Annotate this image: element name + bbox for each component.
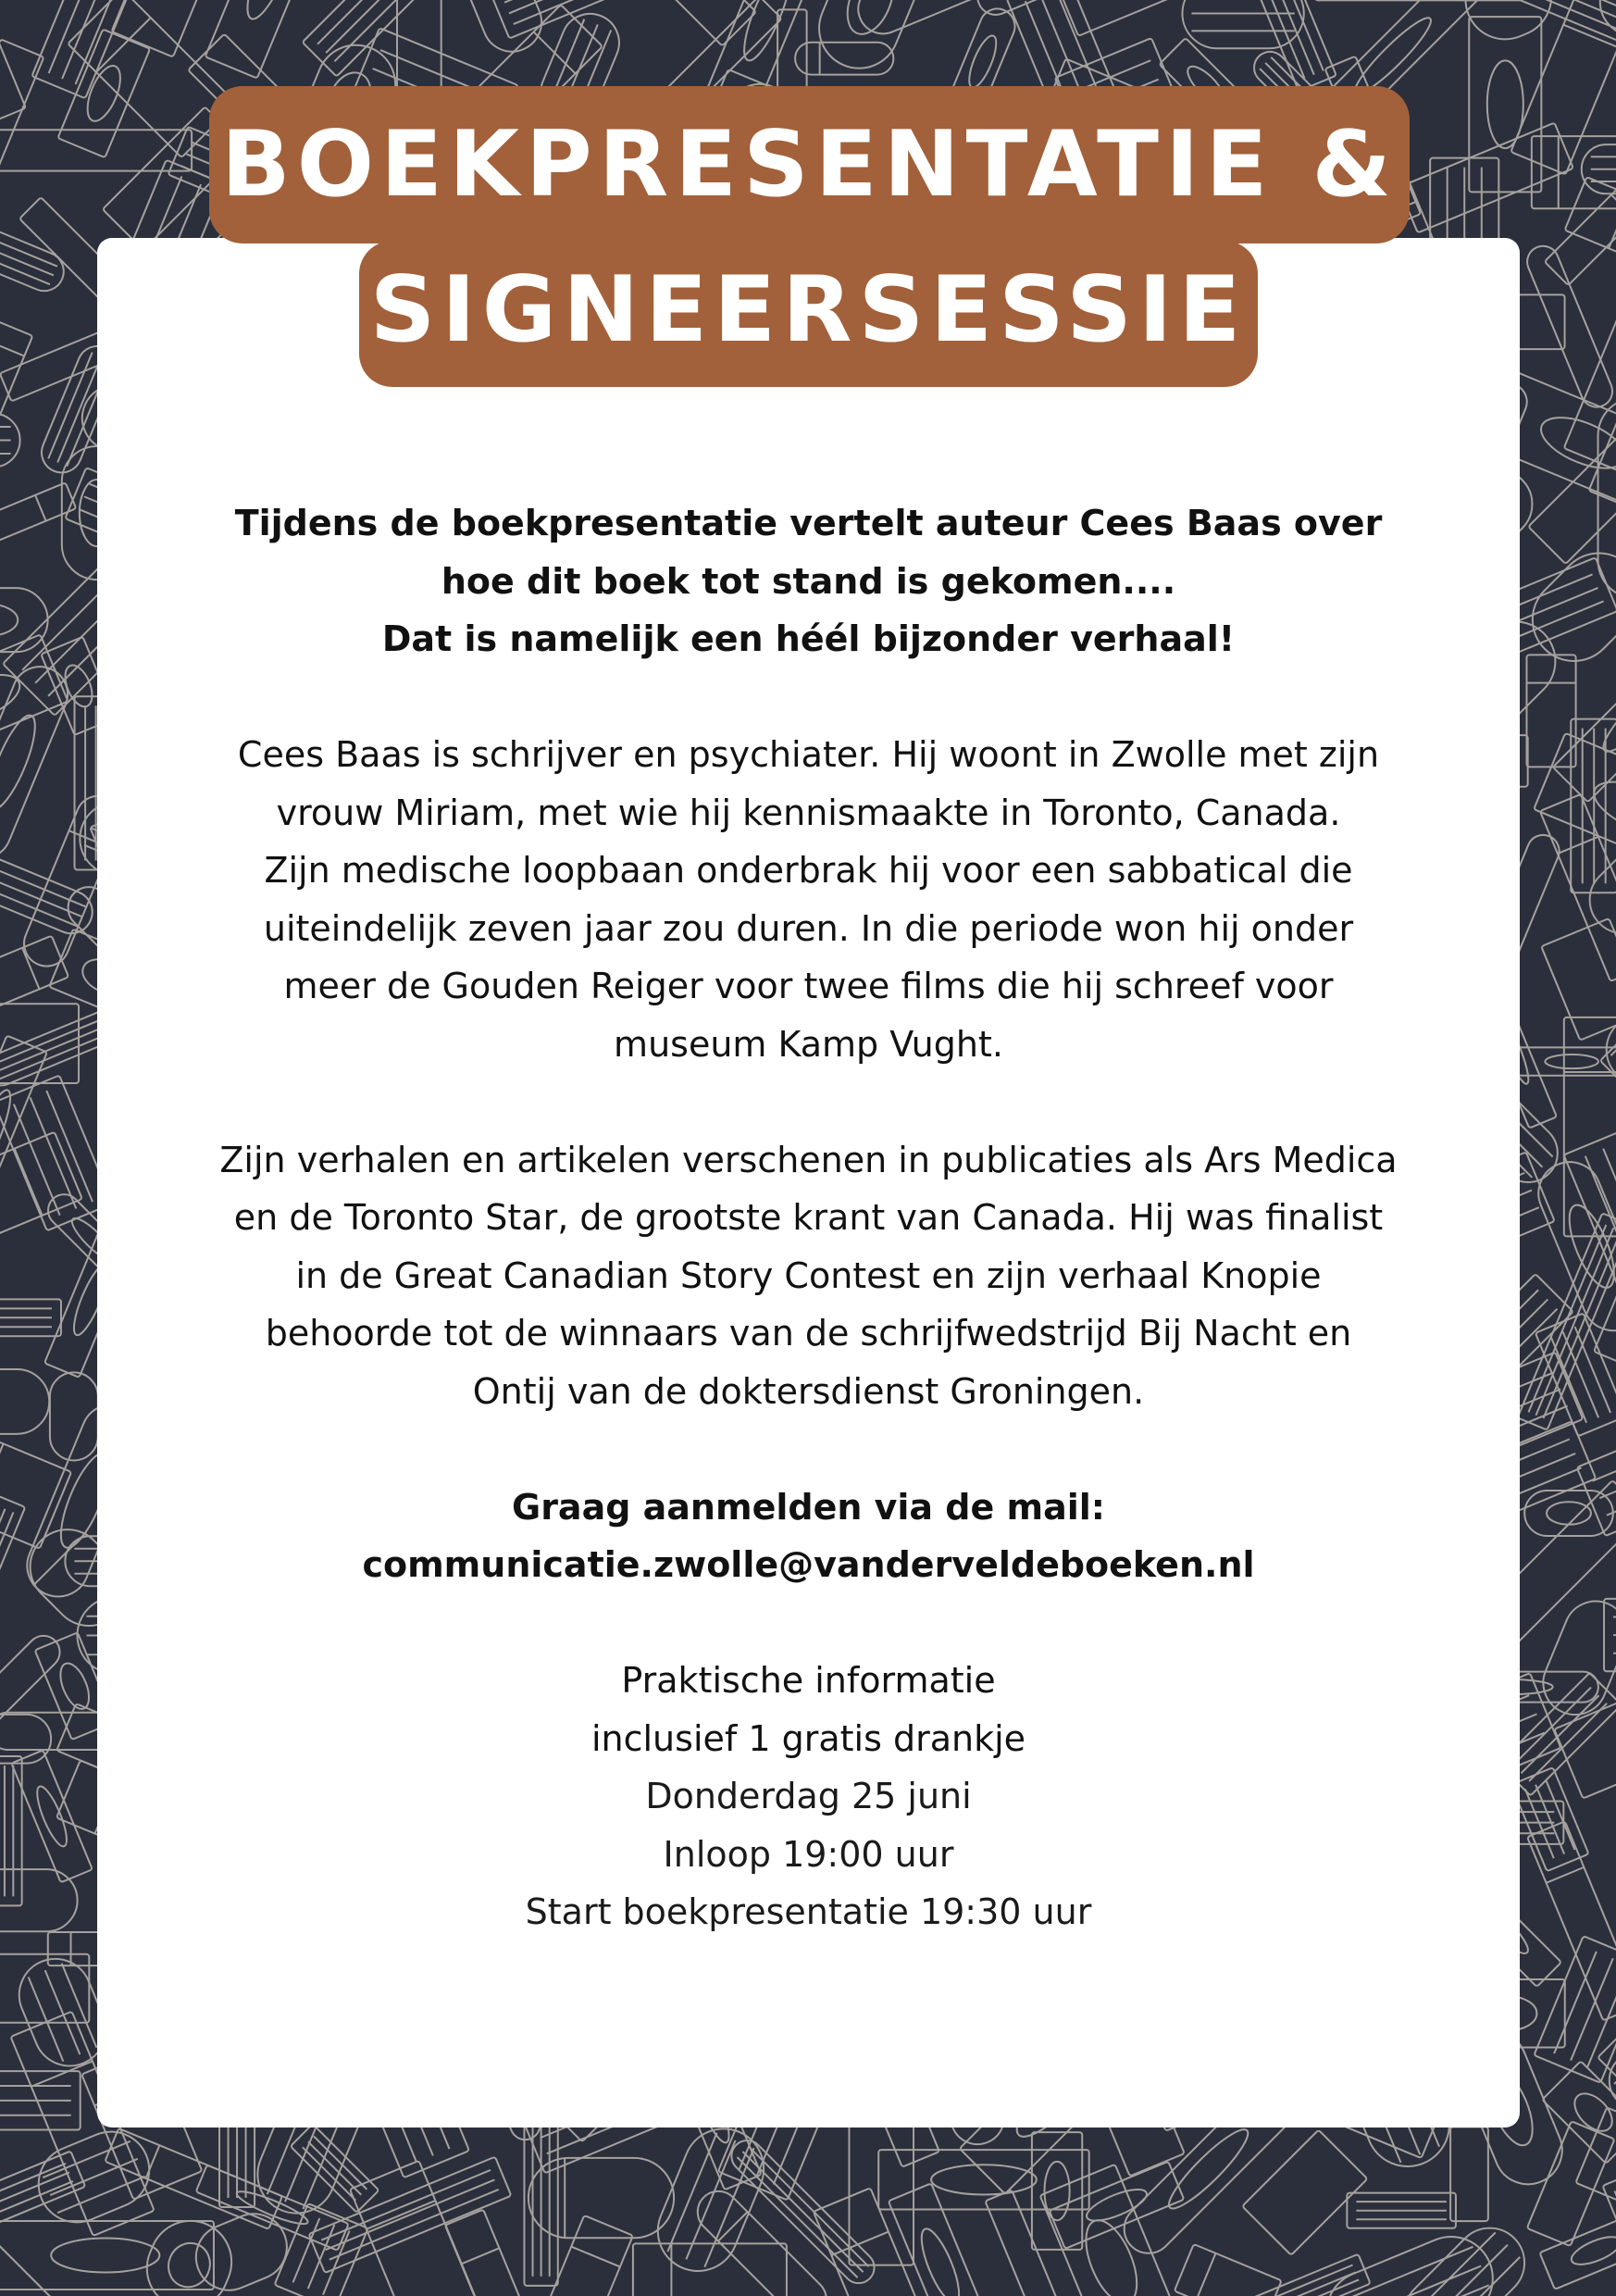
flyer-content (97, 494, 1520, 1941)
intro-paragraph (97, 494, 1520, 668)
bio-line: behoorde tot de winnaars van de schrijfwedstrijd Bij Nacht en (265, 1313, 1352, 1354)
title-banner-line-2: SIGNEERSESSIE (359, 241, 1258, 387)
intro-line: Dat is namelijk een héél bijzonder verhaal! (381, 618, 1236, 659)
walk-in-time: Inloop 19:00 uur (663, 1833, 954, 1875)
bio-line: Zijn medische loopbaan onderbrak hij voor een sabbatical die (264, 850, 1353, 891)
bio-line: uiteindelijk zeven jaar zou duren. In die periode won hij onder (263, 907, 1354, 949)
intro-line: Tijdens de boekpresentatie vertelt auteur Cees Baas over (234, 503, 1383, 543)
registration-block (97, 1479, 1520, 1594)
start-time: Start boekpresentatie 19:30 uur (525, 1891, 1092, 1932)
practical-heading: Praktische informatie (621, 1660, 996, 1701)
bio-paragraph-2 (97, 1131, 1520, 1421)
intro-line: hoe dit boek tot stand is gekomen.... (441, 560, 1176, 602)
practical-info-block (97, 1652, 1520, 1941)
title-banner-line-1: BOEKPRESENTATIE & (209, 86, 1410, 243)
bio-line: Cees Baas is schrijver en psychiater. Hij woont in Zwolle met zijn (237, 734, 1380, 775)
bio-line: meer de Gouden Reiger voor twee films die hij schreef voor (283, 966, 1334, 1006)
event-date: Donderdag 25 juni (645, 1776, 972, 1816)
registration-label: Graag aanmelden via de mail: (512, 1486, 1105, 1528)
bio-line: Zijn verhalen en artikelen verschenen in publicaties als Ars Medica (219, 1139, 1398, 1180)
bio-line: en de Toronto Star, de grootste krant van Canada. Hij was finalist (233, 1197, 1384, 1238)
bio-line: vrouw Miriam, met wie hij kennismaakte in Toronto, Canada. (276, 792, 1341, 833)
practical-drink: inclusief 1 gratis drankje (590, 1717, 1026, 1759)
bio-line: museum Kamp Vught. (614, 1023, 1003, 1065)
registration-email[interactable]: communicatie.zwolle@vanderveldeboeken.nl (362, 1544, 1255, 1585)
bio-line: Ontij van de doktersdienst Groningen. (472, 1370, 1145, 1412)
bio-line: in de Great Canadian Story Contest en zijn verhaal Knopie (295, 1254, 1322, 1296)
bio-paragraph-1 (97, 726, 1520, 1073)
